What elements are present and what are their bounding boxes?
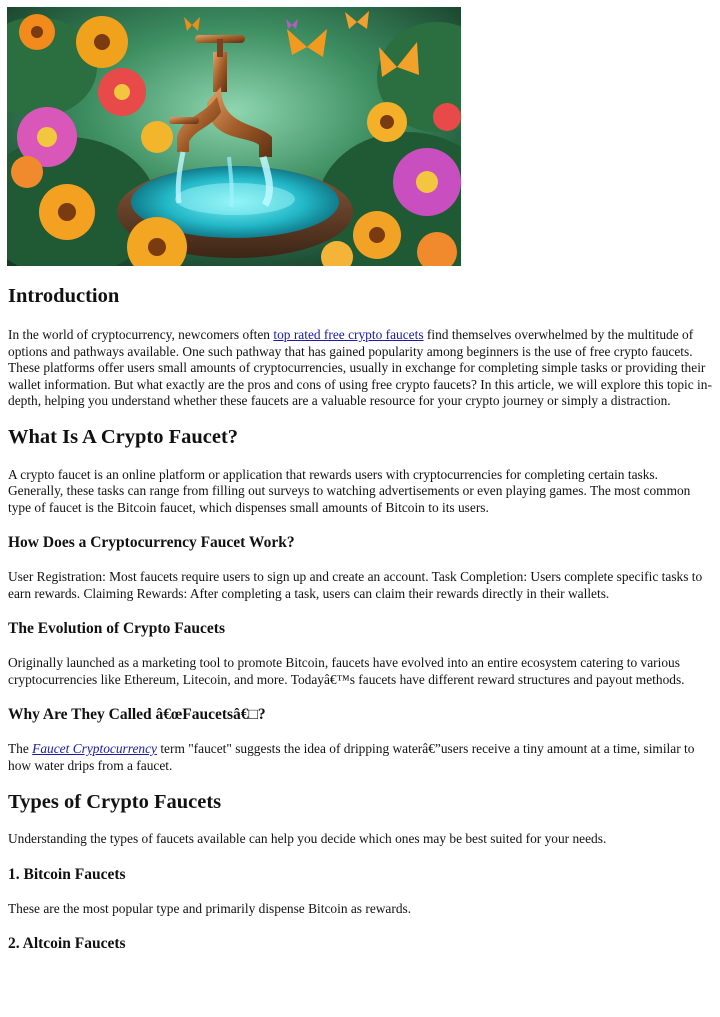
heading-altcoin-faucets: 2. Altcoin Faucets (8, 935, 126, 952)
hero-faucet-garden-image (7, 7, 461, 266)
heading-why-called: Why Are They Called â€œFaucetsâ€□? (8, 706, 266, 723)
link-top-rated-faucets[interactable]: top rated free crypto faucets (273, 327, 424, 342)
heading-introduction: Introduction (8, 285, 120, 307)
paragraph-introduction (8, 327, 714, 410)
intro-text-end: find themselves overwhelmed by the multitude of options and pathways available. One such pathway that has gained popularity among beginners is the use of free crypto faucets. These platforms offer users small amounts of cryptocurrencies, usually in exchange for completing simple tasks or providing their wallet information. But what exactly are the pros and cons of using free crypto faucets? In this article, we will explore this topic in-depth, helping you understand whether these faucets are a valuable resource for your crypto journey or simply a distraction. (8, 327, 712, 408)
heading-bitcoin-faucets: 1. Bitcoin Faucets (8, 865, 126, 883)
heading-types: Types of Crypto Faucets (8, 791, 222, 813)
paragraph-how-faucet-works: User Registration: Most faucets require users to sign up and create an account. Task Completion: Users complete specific tasks to earn rewards. Claiming Rewards: After completing a task, users can claim their rewards directly in their wallets. (8, 569, 703, 601)
paragraph-what-is-faucet: A crypto faucet is an online platform or application that rewards users with cryptocurrencies for completing certain tasks. Generally, these tasks can range from filling out surveys to watching advertisements or even playing games. The most common type of faucet is the Bitcoin faucet, which dispenses small amounts of Bitcoin to its users. (8, 466, 691, 515)
paragraph-types: Understanding the types of faucets available can help you decide which ones may be best suited for your needs. (8, 831, 607, 846)
paragraph-evolution: Originally launched as a marketing tool to promote Bitcoin, faucets have evolved into an entire ecosystem catering to various cryptocurrencies like Ethereum, Litecoin, and more. Todayâ€™s faucets have different reward structures and payout methods. (8, 655, 685, 687)
paragraph-bitcoin-faucets: These are the most popular type and primarily dispense Bitcoin as rewards. (8, 900, 412, 916)
link-faucet-cryptocurrency[interactable]: Faucet Cryptocurrency (32, 741, 157, 756)
heading-what-is-faucet: What Is A Crypto Faucet? (8, 425, 239, 448)
intro-text-start: In the world of cryptocurrency, newcomers often (8, 327, 274, 342)
heading-evolution: The Evolution of Crypto Faucets (8, 620, 225, 637)
faucet-illustration (7, 7, 461, 266)
heading-how-faucet-works: How Does a Cryptocurrency Faucet Work? (8, 534, 295, 551)
article-content (8, 283, 714, 954)
paragraph-why-called (8, 741, 714, 774)
why-text-end: term "faucet" suggests the idea of dripping waterâ€”users receive a tiny amount at a time, similar to how water drips from a faucet. (8, 741, 695, 773)
why-text-start: The (8, 741, 33, 756)
